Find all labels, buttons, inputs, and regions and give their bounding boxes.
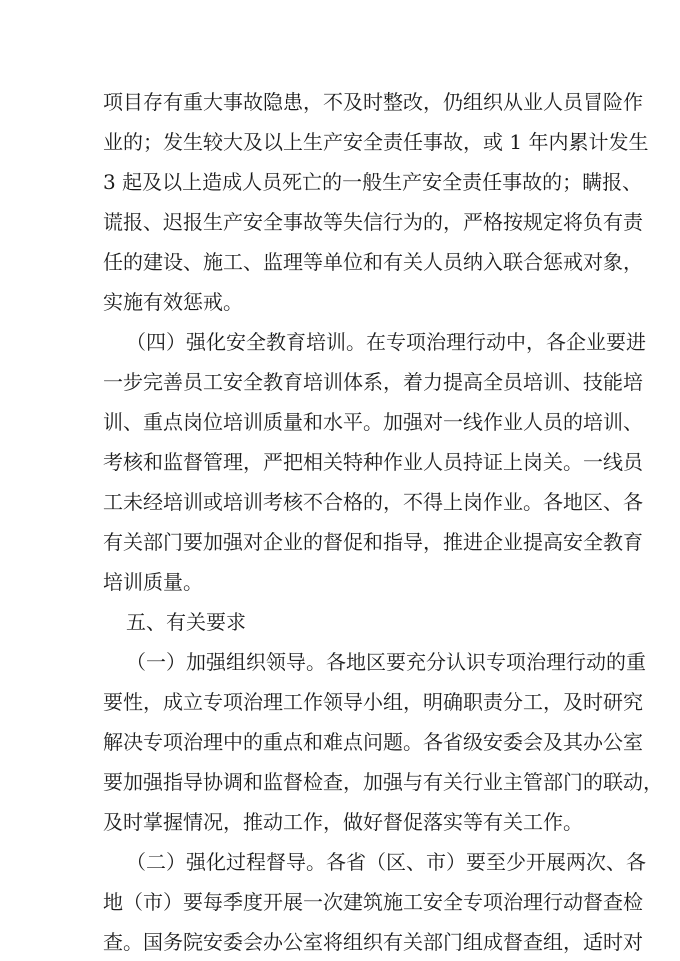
text-line: 业的；发生较大及以上生产安全责任事故，或 1 年内累计发生 bbox=[103, 130, 649, 154]
text-line: 培训质量。 bbox=[103, 570, 203, 594]
text-line: 要性，成立专项治理工作领导小组，明确职责分工，及时研究 bbox=[103, 690, 643, 714]
text-line: 解决专项治理中的重点和难点问题。各省级安委会及其办公室 bbox=[103, 730, 643, 754]
text-line: 有关部门要加强对企业的督促和指导，推进企业提高安全教育 bbox=[103, 530, 643, 554]
paragraph-heading-line: （一）加强组织领导。各地区要充分认识专项治理行动的重 bbox=[126, 650, 646, 674]
text-line: 工未经培训或培训考核不合格的，不得上岗作业。各地区、各 bbox=[103, 490, 643, 514]
text-line: 地（市）要每季度开展一次建筑施工安全专项治理行动督查检 bbox=[103, 890, 643, 914]
paragraph-heading-line: （二）强化过程督导。各省（区、市）要至少开展两次、各 bbox=[126, 850, 646, 874]
text-line: 项目存有重大事故隐患，不及时整改，仍组织从业人员冒险作 bbox=[103, 90, 643, 114]
text-line: 及时掌握情况，推动工作，做好督促落实等有关工作。 bbox=[103, 810, 583, 834]
section-heading: 五、有关要求 bbox=[126, 610, 246, 634]
text-line: 3 起及以上造成人员死亡的一般生产安全责任事故的；瞒报、 bbox=[103, 170, 643, 194]
text-line: 谎报、迟报生产安全事故等失信行为的，严格按规定将负有责 bbox=[103, 210, 643, 234]
text-line: 任的建设、施工、监理等单位和有关人员纳入联合惩戒对象， bbox=[103, 250, 643, 274]
text-line: 训、重点岗位培训质量和水平。加强对一线作业人员的培训、 bbox=[103, 410, 643, 434]
text-line: 要加强指导协调和监督检查，加强与有关行业主管部门的联动， bbox=[103, 770, 663, 794]
paragraph-heading-line: （四）强化安全教育培训。在专项治理行动中，各企业要进 bbox=[126, 330, 646, 354]
text-line: 考核和监督管理，严把相关特种作业人员持证上岗关。一线员 bbox=[103, 450, 643, 474]
text-line: 查。国务院安委会办公室将组织有关部门组成督查组，适时对 bbox=[103, 930, 643, 954]
text-line: 一步完善员工安全教育培训体系，着力提高全员培训、技能培 bbox=[103, 370, 643, 394]
text-line: 实施有效惩戒。 bbox=[103, 290, 243, 314]
